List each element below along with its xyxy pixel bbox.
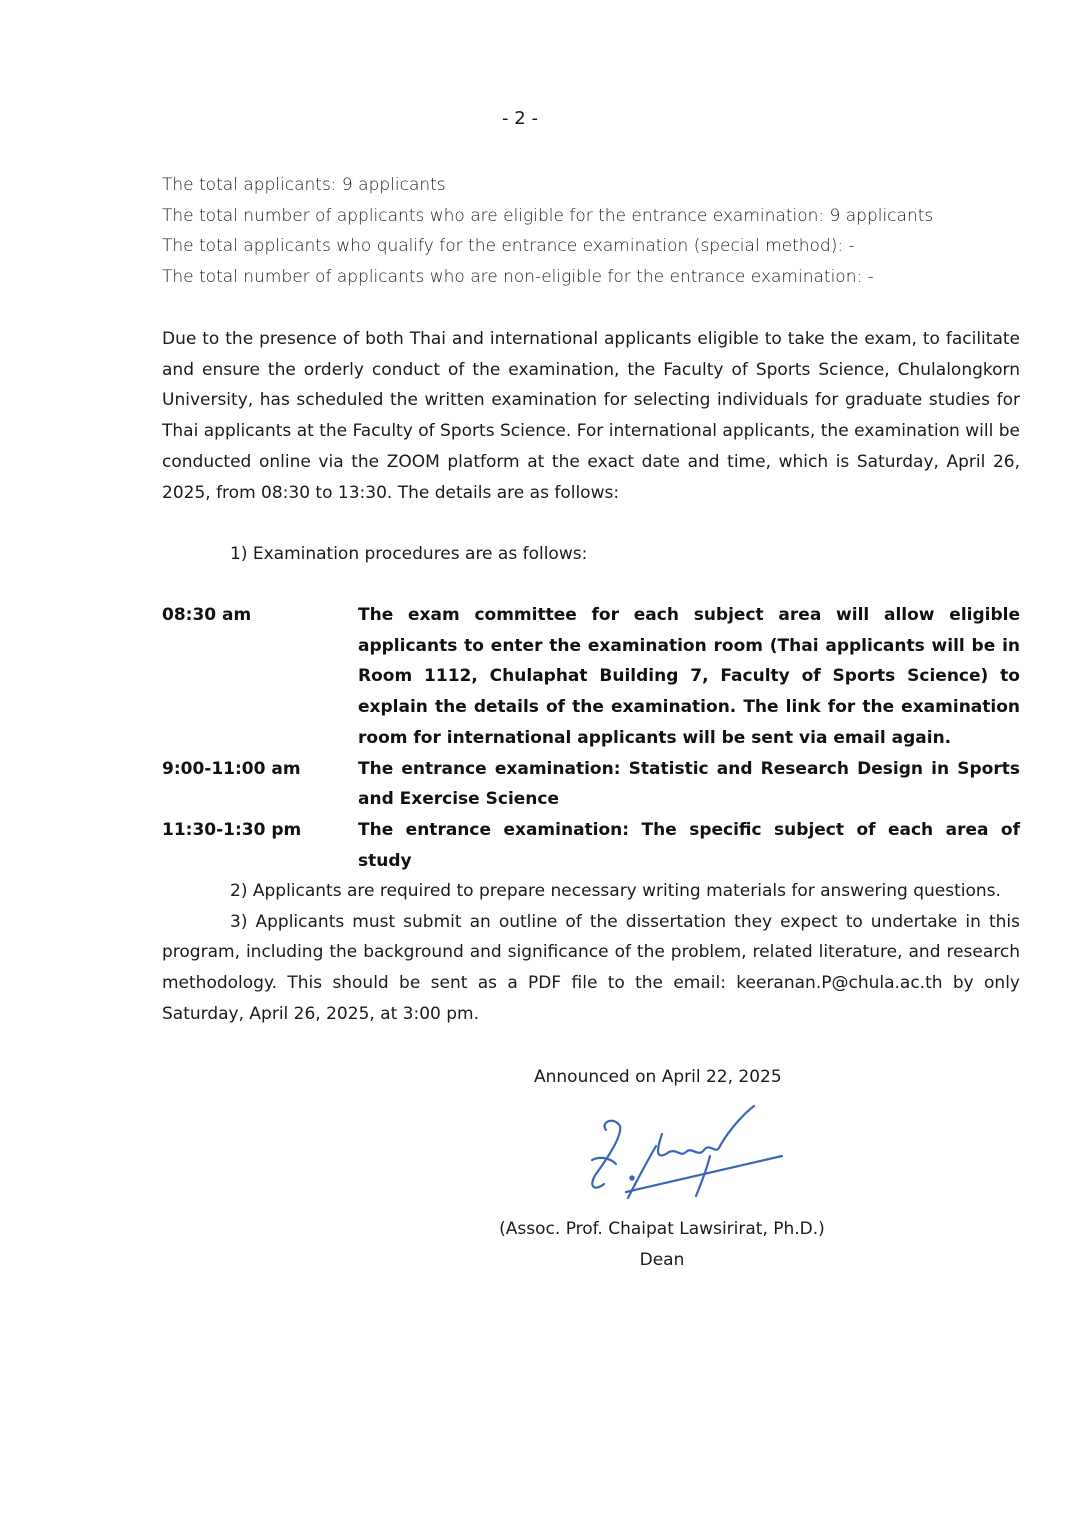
exam-schedule xyxy=(162,600,1032,876)
signer-block xyxy=(472,1214,852,1275)
applicant-stats xyxy=(162,170,1042,293)
schedule-time: 9:00-11:00 am xyxy=(162,758,301,779)
note-writing-materials: 2) Applicants are required to prepare necessary writing materials for answering questions. xyxy=(230,881,1001,901)
signature-image xyxy=(570,1094,790,1206)
schedule-time: 11:30-1:30 pm xyxy=(162,819,302,840)
page-number: - 2 - xyxy=(502,108,538,129)
stat-special-method-applicants: The total applicants who qualify for the entrance examination (special method): - xyxy=(162,236,855,257)
schedule-description: The entrance examination: The specific subject of each area of study xyxy=(358,819,1020,871)
schedule-description: The entrance examination: Statistic and Research Design in Sports and Exercise Science xyxy=(358,758,1020,810)
schedule-row xyxy=(162,754,1032,815)
signer-title: Dean xyxy=(639,1249,685,1270)
note-dissertation-outline: 3) Applicants must submit an outline of the dissertation they expect to undertake in this program, including the background and significance of the problem, related literature, and research methodology. This should be sent as a PDF file to the email: keeranan.P@chula.ac.th by only Saturday, April 26, 2025, at 3:00 pm. xyxy=(162,911,1020,1024)
signer-name: (Assoc. Prof. Chaipat Lawsirirat, Ph.D.) xyxy=(499,1219,825,1239)
intro-paragraph: Due to the presence of both Thai and international applicants eligible to take the exam, to facilitate and ensure the orderly conduct of the examination, the Faculty of Sports Science, Chulalongkorn University, has scheduled the written examination for selecting individuals for graduate studies for Thai applicants at the Faculty of Sports Science. For international applicants, the examination will be conducted online via the ZOOM platform at the exact date and time, which is Saturday, April 26, 2025, from 08:30 to 13:30. The details are as follows: xyxy=(162,329,1020,503)
announcement-date: Announced on April 22, 2025 xyxy=(534,1067,782,1087)
stat-eligible-applicants: The total number of applicants who are eligible for the entrance examination: 9 applicants xyxy=(162,205,934,226)
stat-non-eligible-applicants: The total number of applicants who are non-eligible for the entrance examination: - xyxy=(162,267,874,288)
schedule-description: The exam committee for each subject area will allow eligible applicants to enter the examination room (Thai applicants will be in Room 1112, Chulaphat Building 7, Faculty of Sports Science) to explain the details of the examination. The link for the examination room for international applicants will be sent via email again. xyxy=(358,605,1020,748)
schedule-time: 08:30 am xyxy=(162,605,252,625)
stat-total-applicants: The total applicants: 9 applicants xyxy=(162,175,446,195)
procedures-heading: 1) Examination procedures are as follows: xyxy=(230,544,588,564)
schedule-row xyxy=(162,600,1032,754)
schedule-row xyxy=(162,815,1032,876)
notes-section xyxy=(162,876,1020,1030)
